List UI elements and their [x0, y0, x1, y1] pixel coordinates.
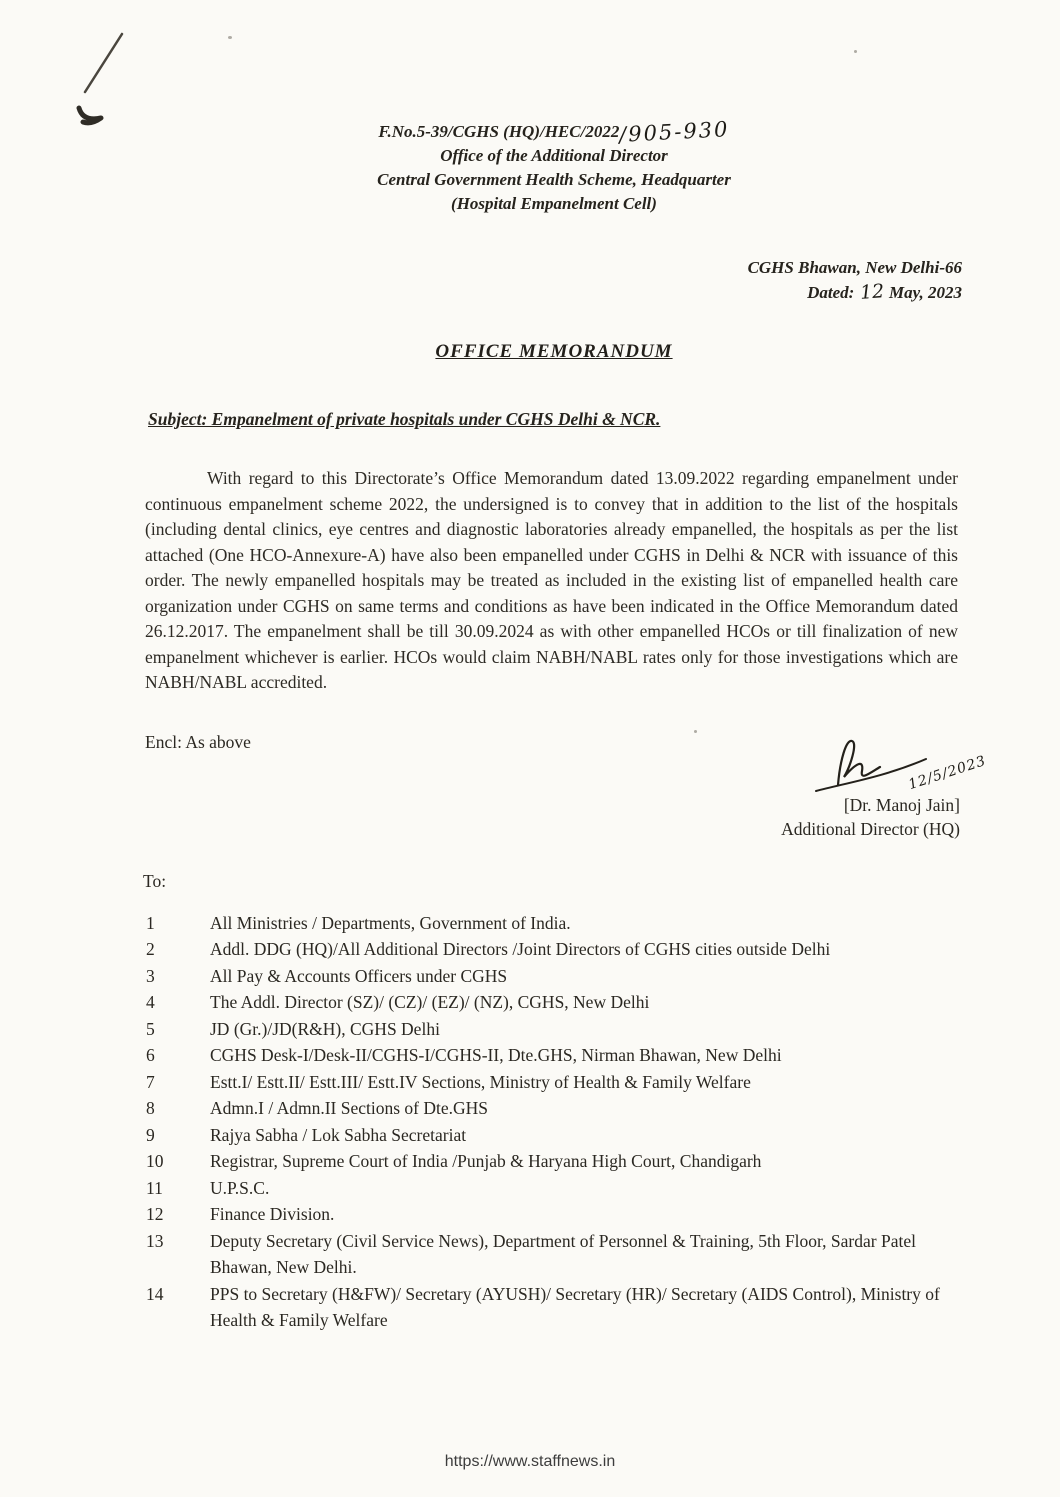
- list-item: 14 PPS to Secretary (H&FW)/ Secretary (AYUSH)/ Secretary (HR)/ Secretary (AIDS Control), Ministry of Health & Family Welfare: [146, 1283, 940, 1330]
- signature-block: [0, 739, 1060, 845]
- to-label: To:: [143, 870, 167, 891]
- handwritten-sign-date: 12/5/2023: [906, 752, 989, 793]
- memo-title: OFFICE MEMORANDUM: [435, 341, 673, 362]
- list-item: 5 JD (Gr.)/JD(R&H), CGHS Delhi: [146, 1018, 440, 1039]
- subject-line: Subject: Empanelment of private hospitals under CGHS Delhi & NCR.: [148, 409, 661, 429]
- date-line: [0, 280, 962, 305]
- file-number: F.No.5-39/CGHS (HQ)/HEC/2022: [378, 122, 620, 141]
- signatory-designation: Additional Director (HQ): [781, 818, 960, 839]
- pen-mark: [76, 32, 134, 126]
- signatory-lines: [781, 793, 960, 841]
- organization-line: Central Government Health Scheme, Headquarter: [377, 170, 731, 189]
- place-date-block: [0, 256, 1060, 305]
- letterhead: [0, 118, 1060, 216]
- list-item: 7 Estt.I/ Estt.II/ Estt.III/ Estt.IV Sections, Ministry of Health & Family Welfare: [146, 1071, 751, 1092]
- place-line: CGHS Bhawan, New Delhi-66: [747, 258, 962, 277]
- list-item: 3 All Pay & Accounts Officers under CGHS: [146, 965, 508, 986]
- list-item: 13 Deputy Secretary (Civil Service News), Department of Personnel & Training, 5th Floor, Sardar Patel Bhawan, New Delhi.: [146, 1230, 916, 1277]
- source-watermark: https://www.staffnews.in: [444, 1453, 616, 1470]
- reference-line: [48, 117, 1060, 147]
- date-rest: May, 2023: [888, 283, 962, 302]
- cell-line: (Hospital Empanelment Cell): [451, 194, 657, 213]
- scan-speck: [854, 50, 857, 53]
- scan-speck: [228, 36, 232, 39]
- scan-speck: [694, 730, 697, 733]
- enclosure-note: Encl: As above: [145, 731, 251, 752]
- recipient-list: [140, 910, 970, 1334]
- body-paragraph: With regard to this Directorate’s Office Memorandum dated 13.09.2022 regarding empanelment under continuous empanelment scheme 2022, the undersigned is to convey that in addition to the list of the hospitals (including dental clinics, eye centres and diagnostic laboratories already empanelled, the hospitals as per the list attached (One HCO-Annexure-A) have also been empanelled under CGHS in Delhi & NCR with issuance of this order. The newly empanelled hospitals may be treated as included in the existing list of empanelled health care organization under CGHS on same terms and conditions as have been indicated in the Office Memorandum dated 26.12.2017. The empanelment shall be till 30.09.2024 as with other empanelled HCOs or till finalization of new empanelment whichever is earlier. HCOs would claim NABH/NABL rates only for those investigations which are NABH/NABL accredited.: [145, 468, 958, 692]
- date-label: Dated:: [807, 283, 855, 302]
- list-item: 11 U.P.S.C.: [146, 1177, 270, 1198]
- list-item: 4 The Addl. Director (SZ)/ (CZ)/ (EZ)/ (NZ), CGHS, New Delhi: [146, 992, 650, 1012]
- list-item: 1 All Ministries / Departments, Government of India.: [146, 912, 571, 933]
- handwritten-date-day: 12: [858, 280, 885, 304]
- list-item: 8 Admn.I / Admn.II Sections of Dte.GHS: [146, 1098, 489, 1118]
- office-line: Office of the Additional Director: [440, 146, 668, 165]
- signatory-name: [Dr. Manoj Jain]: [843, 794, 960, 815]
- list-item: 9 Rajya Sabha / Lok Sabha Secretariat: [146, 1124, 467, 1145]
- list-item: 12 Finance Division.: [146, 1204, 335, 1224]
- list-item: 2 Addl. DDG (HQ)/All Additional Directors /Joint Directors of CGHS cities outside Delhi: [146, 939, 831, 959]
- list-item: 10 Registrar, Supreme Court of India /Punjab & Haryana High Court, Chandigarh: [146, 1151, 762, 1171]
- handwritten-dispatch-number: /905-930: [618, 117, 731, 147]
- list-item: 6 CGHS Desk-I/Desk-II/CGHS-I/CGHS-II, Dte.GHS, Nirman Bhawan, New Delhi: [146, 1045, 782, 1065]
